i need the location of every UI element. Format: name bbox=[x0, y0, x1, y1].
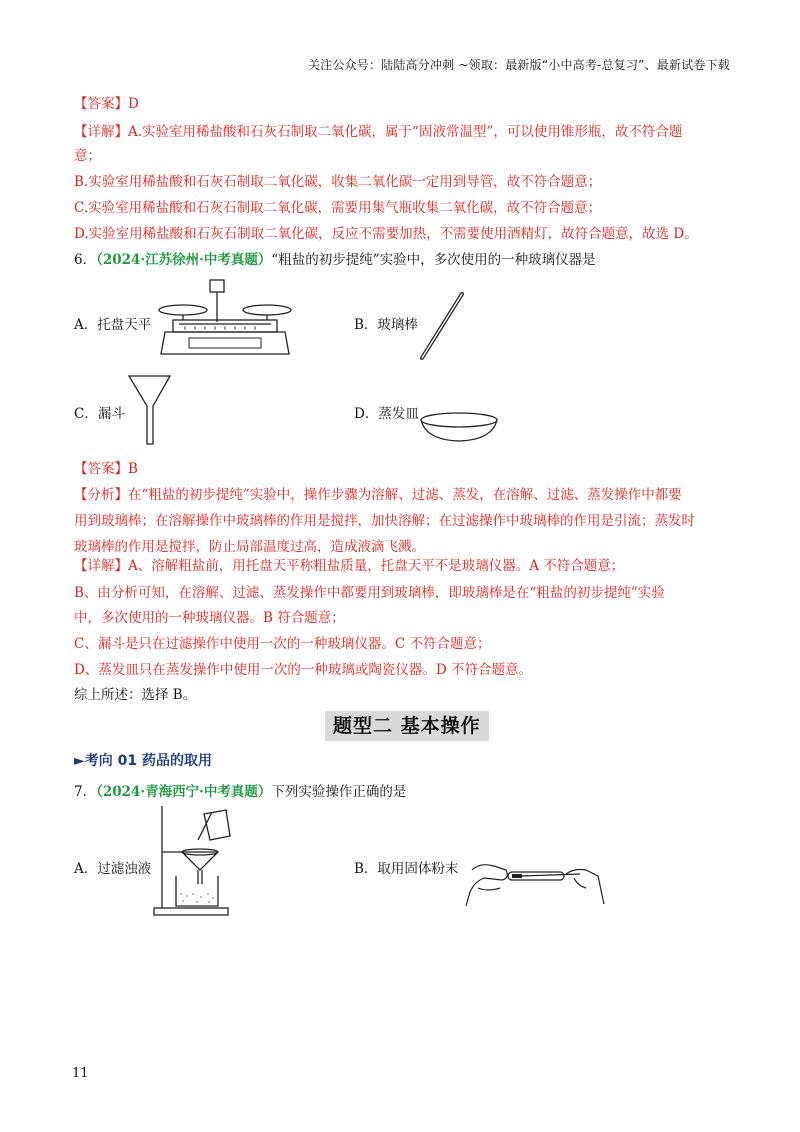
q6-source: （2024·江苏徐州·中考真题） bbox=[96, 252, 272, 268]
q5-answer bbox=[74, 94, 139, 114]
q6-summary: 综上所述：选择 B。 bbox=[74, 687, 197, 703]
q6-option-a[interactable]: A．托盘天平 bbox=[74, 317, 152, 333]
q6-detail-line-5: D、蒸发皿只在蒸发操作中使用一次的一种玻璃或陶瓷仪器。D 不符合题意。 bbox=[74, 662, 532, 678]
page-number: 11 bbox=[72, 1066, 89, 1081]
q7-option-b[interactable]: B．取用固体粉末 bbox=[354, 861, 459, 877]
section-title: 题型二 基本操作 bbox=[325, 711, 489, 741]
q6-detail-line-3: 中，多次使用的一种玻璃仪器。B 符合题意； bbox=[74, 610, 345, 626]
q6-option-d[interactable]: D．蒸发皿 bbox=[354, 406, 419, 422]
q6-option-b[interactable]: B．玻璃棒 bbox=[354, 317, 418, 333]
detail-label: 【详解】 bbox=[74, 558, 128, 574]
q6-detail-line-2: B、由分析可知，在溶解、过滤、蒸发操作中都要用到玻璃棒，即玻璃棒是在“粗盐的初步提纯”实验 bbox=[74, 585, 665, 601]
evaporating-dish-image bbox=[418, 410, 500, 444]
q5-detail-line-3: B.实验室用稀盐酸和石灰石制取二氧化碳，收集二氧化碳一定用到导管，故不符合题意； bbox=[74, 174, 602, 190]
q7-option-a[interactable]: A．过滤浊液 bbox=[74, 861, 152, 877]
q5-detail-line-4: C.实验室用稀盐酸和石灰石制取二氧化碳，需要用集气瓶收集二氧化碳，故不符合题意； bbox=[74, 200, 602, 216]
filtration-image bbox=[152, 800, 240, 918]
answer-value: D bbox=[128, 96, 139, 112]
q6-detail-line-1: 【详解】A、溶解粗盐前，用托盘天平称粗盐质量，托盘天平不是玻璃仪器。A 不符合题意； bbox=[74, 558, 625, 574]
q6-option-c[interactable]: C．漏斗 bbox=[74, 406, 125, 422]
q6-stem: 6．（2024·江苏徐州·中考真题）“粗盐的初步提纯”实验中，多次使用的一种玻璃仪器是 bbox=[74, 252, 596, 268]
q6-analysis-line-1: 【分析】在“粗盐的初步提纯”实验中，操作步骤为溶解、过滤、蒸发，在溶解、过滤、蒸发操作中都要 bbox=[74, 487, 682, 503]
glass-rod-image bbox=[418, 292, 468, 362]
q5-detail-line-5: D.实验室用稀盐酸和石灰石制取二氧化碳，反应不需要加热，不需要使用酒精灯，故符合题意，故选 D。 bbox=[74, 226, 698, 242]
q6-analysis-line-2: 用到玻璃棒；在溶解操作中玻璃棒的作用是搅拌，加快溶解；在过滤操作中玻璃棒的作用是引流；蒸发时 bbox=[74, 513, 695, 529]
test-tube-powder-image bbox=[462, 848, 607, 913]
analysis-label: 【分析】 bbox=[74, 487, 128, 503]
q5-detail-line-1: 【详解】A.实验室用稀盐酸和石灰石制取二氧化碳，属于“固液常温型”，可以使用锥形瓶，故不符合题 bbox=[74, 124, 683, 140]
page-header: 关注公众号：陆陆高分冲刺 ~领取：最新版“小中高考-总复习”、最新试卷下载 bbox=[307, 58, 730, 72]
q6-detail-line-4: C、漏斗是只在过滤操作中使用一次的一种玻璃仪器。C 不符合题意； bbox=[74, 636, 491, 652]
answer-label: 【答案】 bbox=[74, 96, 128, 112]
q6-analysis-line-3: 玻璃棒的作用是搅拌，防止局部温度过高，造成液滴飞溅。 bbox=[74, 539, 425, 555]
funnel-image bbox=[127, 374, 172, 446]
q5-detail-line-2: 意； bbox=[74, 148, 101, 164]
q7-source: （2024·青海西宁·中考真题） bbox=[96, 784, 272, 800]
section-subhead: ►考向 01 药品的取用 bbox=[74, 753, 212, 769]
detail-label: 【详解】 bbox=[74, 124, 128, 140]
balance-image bbox=[155, 272, 295, 367]
q6-answer: 【答案】B bbox=[74, 461, 138, 477]
q7-stem: 7．（2024·青海西宁·中考真题）下列实验操作正确的是 bbox=[74, 784, 407, 800]
